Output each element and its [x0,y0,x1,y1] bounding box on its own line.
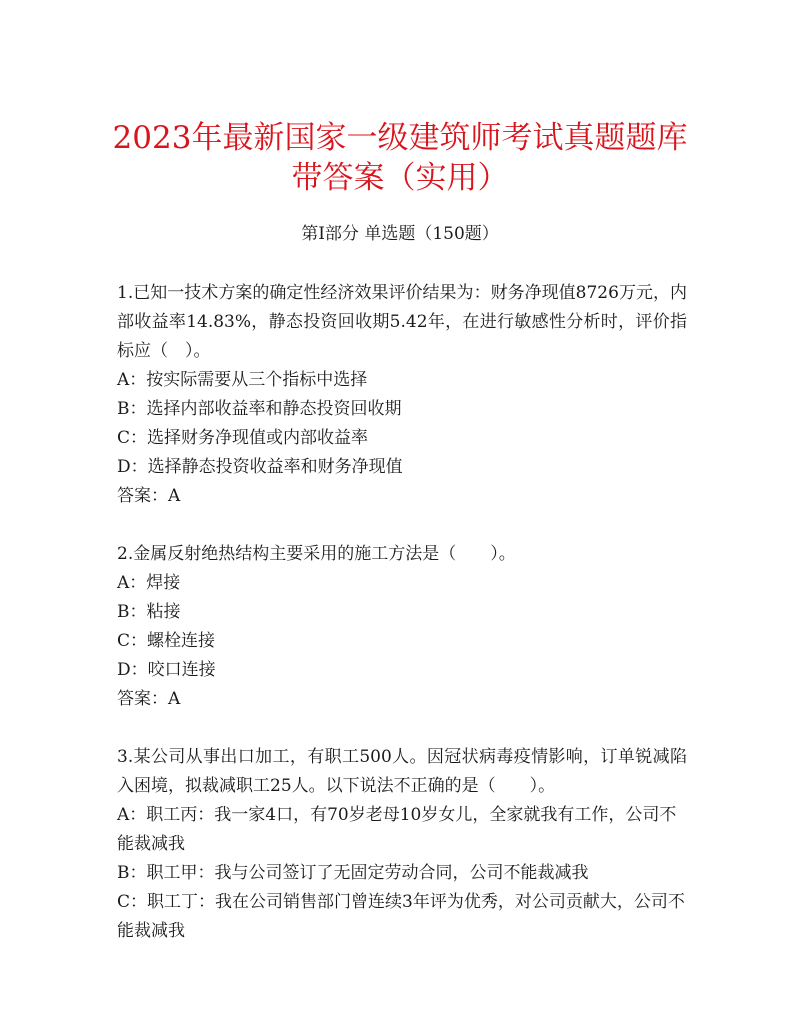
option-d: D：咬口连接 [117,660,216,680]
section-heading: 第I部分 单选题（150题） [301,224,499,244]
question-1 [117,279,687,511]
answer-line [117,685,687,714]
option-b: B：职工甲：我与公司签订了无固定劳动合同，公司不能裁减我 [117,863,589,883]
question-stem: 1.已知一技术方案的确定性经济效果评价结果为：财务净现值8726万元，内部收益率14.83%，静态投资回收期5.42年，在进行敏感性分析时，评价指标应（ ）。 [117,283,687,361]
option-a: A：按实际需要从三个指标中选择 [117,370,368,390]
question-2 [117,540,687,714]
answer-value: A [168,486,181,506]
option-d: D：选择静态投资收益率和财务净现值 [117,457,403,477]
option-c: C：螺栓连接 [117,631,216,651]
answer-label: 答案： [117,486,168,506]
option-c: C：职工丁：我在公司销售部门曾连续3年评为优秀，对公司贡献大，公司不能裁减我 [117,892,685,941]
option-b: B：选择内部收益率和静态投资回收期 [117,399,402,419]
answer-value: A [168,689,181,709]
document-title: 2023年最新国家一级建筑师考试真题题库带答案（实用） [112,120,688,196]
option-b: B：粘接 [117,602,181,622]
question-stem: 2.金属反射绝热结构主要采用的施工方法是（ ）。 [117,544,516,564]
answer-label: 答案： [117,689,168,709]
option-a: A：职工丙：我一家4口，有70岁老母10岁女儿，全家就我有工作，公司不能裁减我 [117,805,677,854]
question-stem: 3.某公司从事出口加工，有职工500人。因冠状病毒疫情影响，订单锐减陷入困境，拟裁减职工25人。以下说法不正确的是（ ）。 [117,747,687,796]
question-3 [117,743,687,946]
question-list [117,279,687,975]
answer-line [117,482,687,511]
option-c: C：选择财务净现值或内部收益率 [117,428,369,448]
option-a: A：焊接 [117,573,181,593]
